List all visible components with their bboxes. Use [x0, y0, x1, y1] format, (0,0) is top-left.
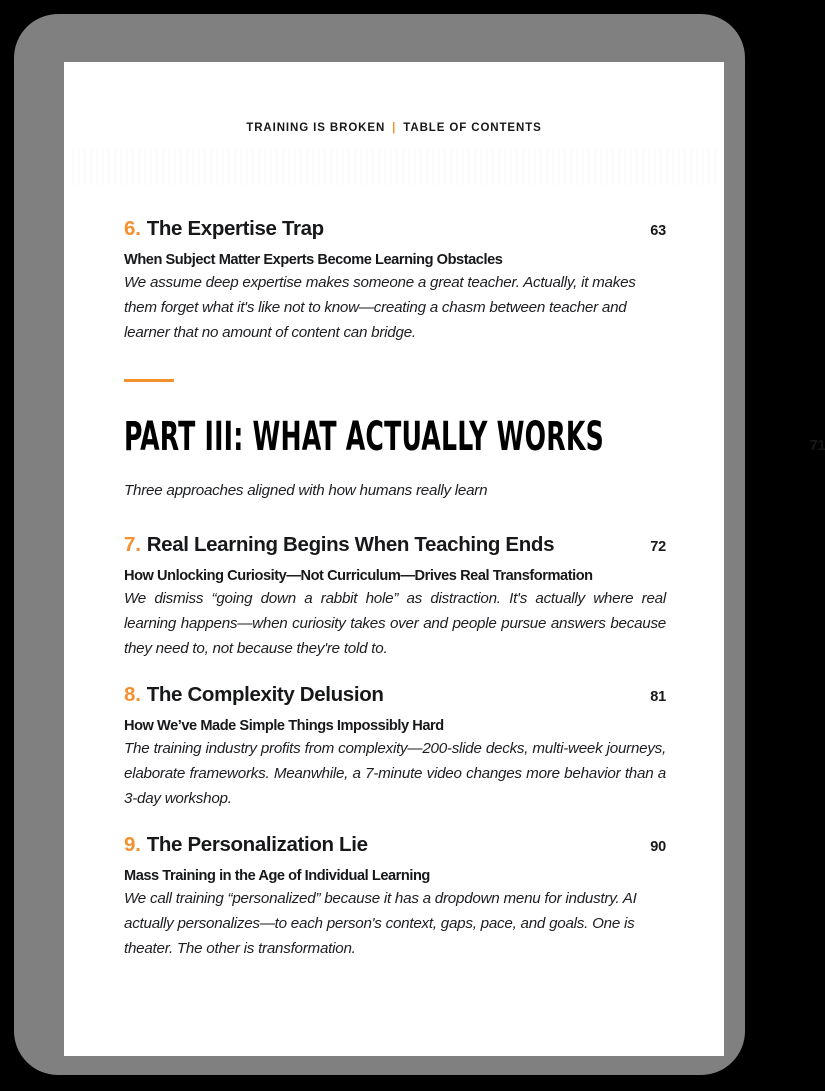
device-frame: [14, 14, 825, 1075]
toc-entry-9-subtitle: Mass Training in the Age of Individual Learning: [124, 868, 430, 884]
running-header-section: TABLE OF CONTENTS: [403, 122, 542, 134]
toc-entry-8-description: The training industry profits from complexity—200-slide decks, multi-week journeys, elaborate frameworks. Meanwhile, a 7-minute video changes more behavior than a 3-day workshop.: [124, 740, 666, 807]
toc-entry-6-number: 6.: [124, 217, 141, 240]
part-page: 71: [809, 438, 825, 454]
toc-entry-9-page: 90: [650, 839, 666, 855]
toc-entry-6-title-wrap: [124, 217, 324, 241]
section-rule-divider: [124, 379, 174, 382]
toc-entry-7[interactable]: [124, 533, 666, 661]
toc-entry-7-title-wrap: [124, 533, 554, 557]
toc-entry-8-subtitle: How We’ve Made Simple Things Impossibly Hard: [124, 718, 444, 734]
toc-entry-9-title: The Personalization Lie: [146, 833, 368, 856]
toc-entry-8-page: 81: [650, 689, 666, 705]
toc-entry-9-title-wrap: [124, 833, 368, 857]
toc-entry-7-title: Real Learning Begins When Teaching Ends: [146, 533, 555, 556]
part-title: PART III: WHAT ACTUALLY WORKS: [124, 414, 604, 460]
part-block: [124, 414, 825, 503]
toc-entry-7-head: [124, 533, 666, 557]
spacer: [124, 503, 666, 533]
toc-entry-6-description: We assume deep expertise makes someone a great teacher. Actually, it makes them forget what it's like not to know—creating a chasm between teacher and learner that no amount of content can bridge.: [124, 274, 636, 341]
spacer: [124, 811, 666, 833]
toc-entry-8-title: The Complexity Delusion: [146, 683, 384, 706]
toc-entry-7-description: We dismiss “going down a rabbit hole” as distraction. It's actually where real learning happens—when curiosity takes over and people pursue answers because they need to, not because they're told to.: [124, 590, 666, 657]
toc-entry-7-page: 72: [650, 539, 666, 555]
page-sheet: [64, 62, 825, 1056]
toc-entry-8[interactable]: [124, 683, 666, 811]
part-head: [124, 414, 825, 460]
toc-entry-9-number: 9.: [124, 833, 141, 856]
toc-entry-8-title-wrap: [124, 683, 384, 707]
toc-entry-7-subtitle: How Unlocking Curiosity—Not Curriculum—Drives Real Transformation: [124, 568, 593, 584]
toc-entry-8-head: [124, 683, 666, 707]
toc-entry-9-head: [124, 833, 666, 857]
running-header-book-title: TRAINING IS BROKEN: [246, 122, 386, 134]
running-header-separator: |: [392, 122, 397, 134]
running-header: [64, 122, 724, 134]
header-texture-band: [72, 147, 716, 185]
toc-entry-7-number: 7.: [124, 533, 141, 556]
toc-entry-9-description: We call training “personalized” because it has a dropdown menu for industry. AI actually personalizes—to each person's context, gaps, pace, and goals. One is theater. The other is transformation.: [124, 890, 637, 957]
toc-entry-6-title: The Expertise Trap: [146, 217, 324, 240]
spacer: [124, 661, 666, 683]
toc-entry-9[interactable]: [124, 833, 666, 961]
toc-entry-8-number: 8.: [124, 683, 141, 706]
part-description: Three approaches aligned with how humans really learn: [124, 482, 488, 499]
toc-content: [124, 217, 825, 961]
toc-entry-6-page: 63: [650, 223, 666, 239]
toc-entry-6-subtitle: When Subject Matter Experts Become Learning Obstacles: [124, 252, 503, 268]
toc-entry-6[interactable]: [124, 217, 666, 345]
toc-entry-6-head: [124, 217, 666, 241]
